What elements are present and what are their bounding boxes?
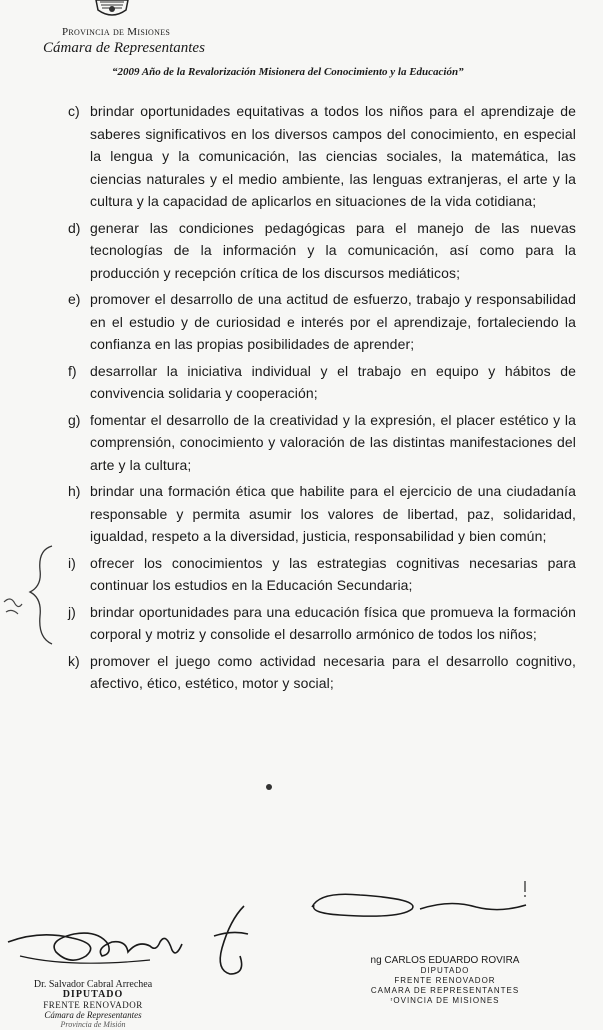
objectives-list bbox=[0, 100, 603, 699]
item-letter: f) bbox=[68, 362, 77, 379]
item-text: brindar oportunidades equitativas a todos los niños para el aprendizaje de saberes significativos en los diversos campos del conocimiento, en especial la lengua y la comunicación, las ciencias sociales, la matemática, las ciencias naturales y el medio ambiente, las lenguas extranjeras, el arte y la cultura y la capacidad de aplicarlos en situaciones de la vida cotidiana; bbox=[90, 103, 576, 209]
item-letter: g) bbox=[68, 411, 81, 428]
item-letter: h) bbox=[68, 483, 81, 499]
item-letter: c) bbox=[68, 103, 80, 119]
item-letter: d) bbox=[68, 219, 81, 236]
header-province: Provincia de Misiones bbox=[62, 26, 171, 38]
signatory-left-province: Provincia de Misión bbox=[60, 1020, 126, 1029]
item-text: ofrecer los conocimientos y las estrategias cognitivas necesarias para continuar los estudios en la Educación Secundaria; bbox=[90, 554, 576, 593]
item-text: generar las condiciones pedagógicas para el manejo de las nuevas tecnologías de la información y la comunicación, así como para la producción y recepción crítica de los discursos mediáticos; bbox=[90, 219, 576, 281]
list-item bbox=[0, 409, 603, 477]
item-letter: k) bbox=[68, 652, 80, 669]
item-letter: e) bbox=[68, 291, 81, 307]
signatory-left-party: FRENTE RENOVADOR bbox=[43, 1000, 143, 1010]
ink-mark bbox=[262, 780, 276, 794]
list-item bbox=[0, 100, 603, 213]
header-chamber: Cámara de Representantes bbox=[43, 40, 205, 56]
coat-of-arms-seal bbox=[92, 0, 132, 18]
handwritten-signature-left bbox=[0, 900, 260, 980]
signatory-left bbox=[18, 980, 168, 1030]
signatory-right-name: ng CARLOS EDUARDO ROVIRA bbox=[370, 955, 520, 966]
handwritten-brace-annotation bbox=[0, 540, 60, 650]
handwritten-signature-right bbox=[300, 885, 540, 935]
signatory-right-chamber: CAMARA DE REPRESENTANTES bbox=[370, 986, 520, 995]
item-text: brindar una formación ética que habilite para el ejercicio de una ciudadanía responsable y permita asumir los valores de libertad, paz, solidaridad, igualdad, respeto a la diversidad, justicia, responsabilidad y bien común; bbox=[90, 483, 576, 544]
list-item bbox=[0, 360, 603, 405]
signatory-right-title: DIPUTADO bbox=[420, 966, 470, 975]
item-text: brindar oportunidades para una educación física que promueva la formación corporal y motriz y consolide el desarrollo armónico de todos los niños; bbox=[90, 603, 576, 642]
signatory-left-title: DIPUTADO bbox=[62, 989, 124, 1000]
signatory-right-province: ʳOVINCIA DE MISIONES bbox=[390, 996, 500, 1005]
signatory-right bbox=[365, 956, 525, 1006]
list-item bbox=[0, 217, 603, 285]
item-text: desarrollar la iniciativa individual y el trabajo en equipo y hábitos de convivencia solidaria y cooperación; bbox=[90, 362, 576, 401]
item-text: promover el desarrollo de una actitud de esfuerzo, trabajo y responsabilidad en el estudio y de curiosidad e interés por el aprendizaje, fortaleciendo la confianza en las propias posibilidades de aprender; bbox=[90, 291, 576, 352]
signatory-right-party: FRENTE RENOVADOR bbox=[394, 976, 496, 985]
list-item bbox=[0, 480, 603, 548]
list-item bbox=[0, 650, 603, 695]
item-text: promover el juego como actividad necesaria para el desarrollo cognitivo, afectivo, ético, estético, motor y social; bbox=[90, 652, 576, 691]
signatory-left-name: Dr. Salvador Cabral Arrechea bbox=[33, 979, 153, 990]
list-item bbox=[0, 601, 603, 646]
item-letter: j) bbox=[68, 603, 76, 620]
item-text: fomentar el desarrollo de la creatividad y la expresión, el placer estético y la comprensión, conocimiento y valoración de las distintas manifestaciones del arte y la cultura; bbox=[90, 411, 576, 473]
item-letter: i) bbox=[68, 554, 76, 571]
list-item bbox=[0, 288, 603, 356]
list-item bbox=[0, 552, 603, 597]
signatory-left-chamber: Cámara de Representantes bbox=[44, 1010, 142, 1020]
header-year-motto: “2009 Año de la Revalorización Misionera del Conocimiento y la Educación” bbox=[112, 66, 464, 78]
